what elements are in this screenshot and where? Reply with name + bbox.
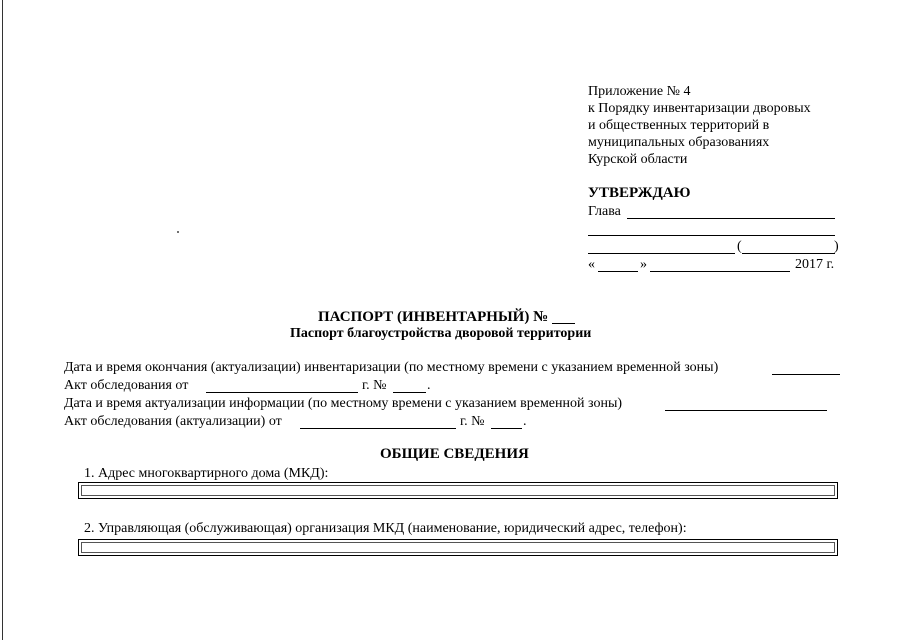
year-text: 2017 г. (795, 257, 835, 272)
inspection-act-number-line (393, 392, 426, 393)
section-item-1: 1. Адрес многоквартирного дома (МКД): (84, 466, 329, 481)
month-line (650, 271, 790, 272)
section-heading: ОБЩИЕ СВЕДЕНИЯ (380, 446, 529, 462)
inspection-act-update-period: . (523, 414, 527, 429)
inspection-act-update-date-line (300, 428, 456, 429)
head-name-line (627, 218, 835, 219)
head-label: Глава (588, 204, 621, 219)
document-subtitle: Паспорт благоустройства дворовой территории (290, 326, 592, 341)
date-close-quote: » (640, 257, 647, 272)
appendix-line-1: Приложение № 4 (588, 84, 691, 99)
inspection-act-period: . (427, 378, 431, 393)
paren-open: ( (737, 239, 742, 254)
update-info-line (665, 410, 827, 411)
page-left-border (2, 0, 3, 640)
speck-mark (177, 231, 179, 233)
approval-heading: УТВЕРЖДАЮ (588, 185, 691, 201)
day-line (598, 271, 638, 272)
date-open-quote: « (588, 257, 595, 272)
inspection-act-update-label: Акт обследования (актуализации) от (64, 414, 282, 429)
inventory-end-line (772, 374, 840, 375)
decoded-name-line (742, 253, 835, 254)
inspection-act-update-number-line (491, 428, 522, 429)
document-title: ПАСПОРТ (ИНВЕНТАРНЫЙ) № (318, 309, 549, 325)
inspection-act-update-number-label: г. № (460, 414, 485, 429)
section-item-2: 2. Управляющая (обслуживающая) организация МКД (наименование, юридический адрес, телефон): (84, 521, 687, 536)
signature-line-2 (588, 253, 735, 254)
signature-line-1 (588, 235, 835, 236)
appendix-line-4: муниципальных образованиях (588, 135, 770, 150)
update-info-label: Дата и время актуализации информации (по местному времени с указанием временной зоны) (64, 396, 623, 411)
mkd-address-field[interactable] (78, 482, 838, 499)
passport-number-line (552, 323, 575, 324)
inspection-act-date-line (206, 392, 358, 393)
inventory-end-label: Дата и время окончания (актуализации) инвентаризации (по местному времени с указанием временной зоны) (64, 360, 719, 375)
paren-close: ) (834, 239, 839, 254)
management-org-field[interactable] (78, 539, 838, 556)
appendix-line-2: к Порядку инвентаризации дворовых (588, 101, 811, 116)
inspection-act-label: Акт обследования от (64, 378, 189, 393)
inspection-act-number-label: г. № (362, 378, 387, 393)
appendix-line-5: Курской области (588, 152, 688, 167)
appendix-line-3: и общественных территорий в (588, 118, 770, 133)
